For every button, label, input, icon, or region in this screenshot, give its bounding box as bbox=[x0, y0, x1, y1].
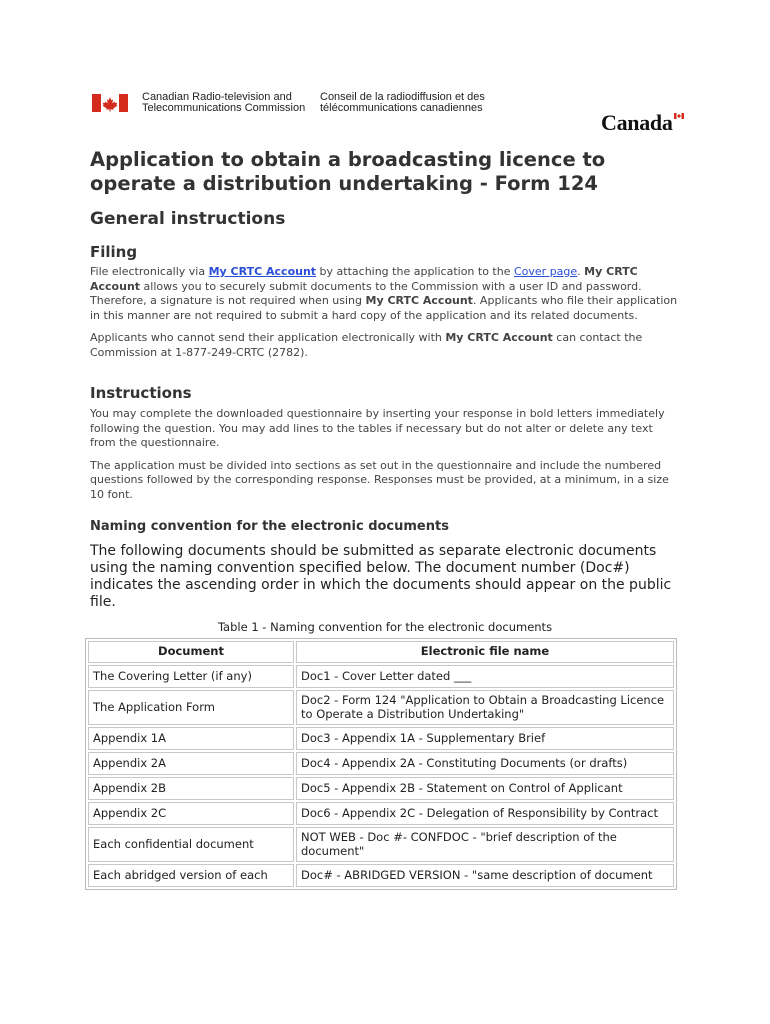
table-row bbox=[88, 727, 674, 750]
column-header-file-name: Electronic file name bbox=[296, 641, 674, 663]
canada-wordmark: Canada bbox=[601, 110, 683, 136]
cover-page-link[interactable]: Cover page bbox=[513, 265, 578, 278]
document-cell: Appendix 2A bbox=[88, 752, 294, 775]
naming-convention-table bbox=[85, 638, 677, 890]
naming-convention-heading: Naming convention for the electronic documents bbox=[90, 519, 449, 534]
file-name-cell: Doc5 - Appendix 2B - Statement on Control of Applicant bbox=[296, 777, 674, 800]
instructions-paragraph-2: The application must be divided into sections as set out in the questionnaire and include the numbered questions followed by the corresponding response. Responses must be provided, at a minimum, in a size 10 font. bbox=[90, 458, 669, 501]
file-name-cell: Doc2 - Form 124 "Application to Obtain a Broadcasting Licence to Operate a Distribution Undertaking" bbox=[296, 690, 674, 725]
main-content bbox=[90, 148, 680, 890]
table-caption: Table 1 - Naming convention for the electronic documents bbox=[217, 620, 553, 634]
file-name-cell: Doc4 - Appendix 2A - Constituting Documents (or drafts) bbox=[296, 752, 674, 775]
department-name-french: Conseil de la radiodiffusion et des télécommunications canadiennes bbox=[320, 91, 485, 114]
table-row bbox=[88, 690, 674, 725]
document-cell: Appendix 2B bbox=[88, 777, 294, 800]
department-name-english: Canadian Radio-television and Telecommunications Commission bbox=[142, 91, 306, 114]
table-row bbox=[88, 802, 674, 825]
naming-convention-intro: The following documents should be submitted as separate electronic documents using the naming convention specified below. The document number (Doc#) indicates the ascending order in which the documents should appear on the public file. bbox=[90, 543, 672, 610]
document-cell: Appendix 1A bbox=[88, 727, 294, 750]
filing-paragraph-1: File electronically via My CRTC Account by attaching the application to the Cover page. My CRTC Account allows you to securely submit documents to the Commission with a user ID and password. Therefore, a signature is not required when using My CRTC Account. Applicants who file their application in this manner are not required to submit a hard copy of the application and its related documents. bbox=[90, 265, 678, 322]
filing-heading: Filing bbox=[90, 243, 138, 261]
my-crtc-account-link[interactable]: My CRTC Account bbox=[208, 265, 317, 278]
file-name-cell: NOT WEB - Doc #- CONFDOC - "brief description of the document" bbox=[296, 827, 674, 862]
canada-wordmark-flag-icon bbox=[674, 113, 684, 119]
document-cell: Appendix 2C bbox=[88, 802, 294, 825]
instructions-heading: Instructions bbox=[90, 384, 192, 402]
document-cell: The Covering Letter (if any) bbox=[88, 665, 294, 688]
table-row bbox=[88, 777, 674, 800]
instructions-paragraph-1: You may complete the downloaded questionnaire by inserting your response in bold letters immediately following the question. You may add lines to the tables if necessary but do not alter or delete any text from the questionnaire. bbox=[90, 407, 665, 449]
filing-paragraph-2: Applicants who cannot send their application electronically with My CRTC Account can contact the Commission at 1-877-249-CRTC (2782). bbox=[90, 331, 643, 359]
column-header-document: Document bbox=[88, 641, 294, 663]
general-instructions-heading: General instructions bbox=[90, 209, 286, 229]
file-name-cell: Doc3 - Appendix 1A - Supplementary Brief bbox=[296, 727, 674, 750]
file-name-cell: Doc# - ABRIDGED VERSION - "same description of document bbox=[296, 864, 674, 887]
table-row bbox=[88, 752, 674, 775]
page-header bbox=[0, 0, 770, 150]
document-cell: Each confidential document bbox=[88, 827, 294, 862]
canada-flag-icon bbox=[92, 94, 128, 112]
document-cell: Each abridged version of each bbox=[88, 864, 294, 887]
table-header-row bbox=[88, 641, 674, 663]
table-row bbox=[88, 827, 674, 862]
document-cell: The Application Form bbox=[88, 690, 294, 725]
table-row bbox=[88, 864, 674, 887]
page-title: Application to obtain a broadcasting licence to operate a distribution undertaking - Form 124 bbox=[90, 148, 606, 195]
file-name-cell: Doc6 - Appendix 2C - Delegation of Responsibility by Contract bbox=[296, 802, 674, 825]
file-name-cell: Doc1 - Cover Letter dated ___ bbox=[296, 665, 674, 688]
table-row bbox=[88, 665, 674, 688]
